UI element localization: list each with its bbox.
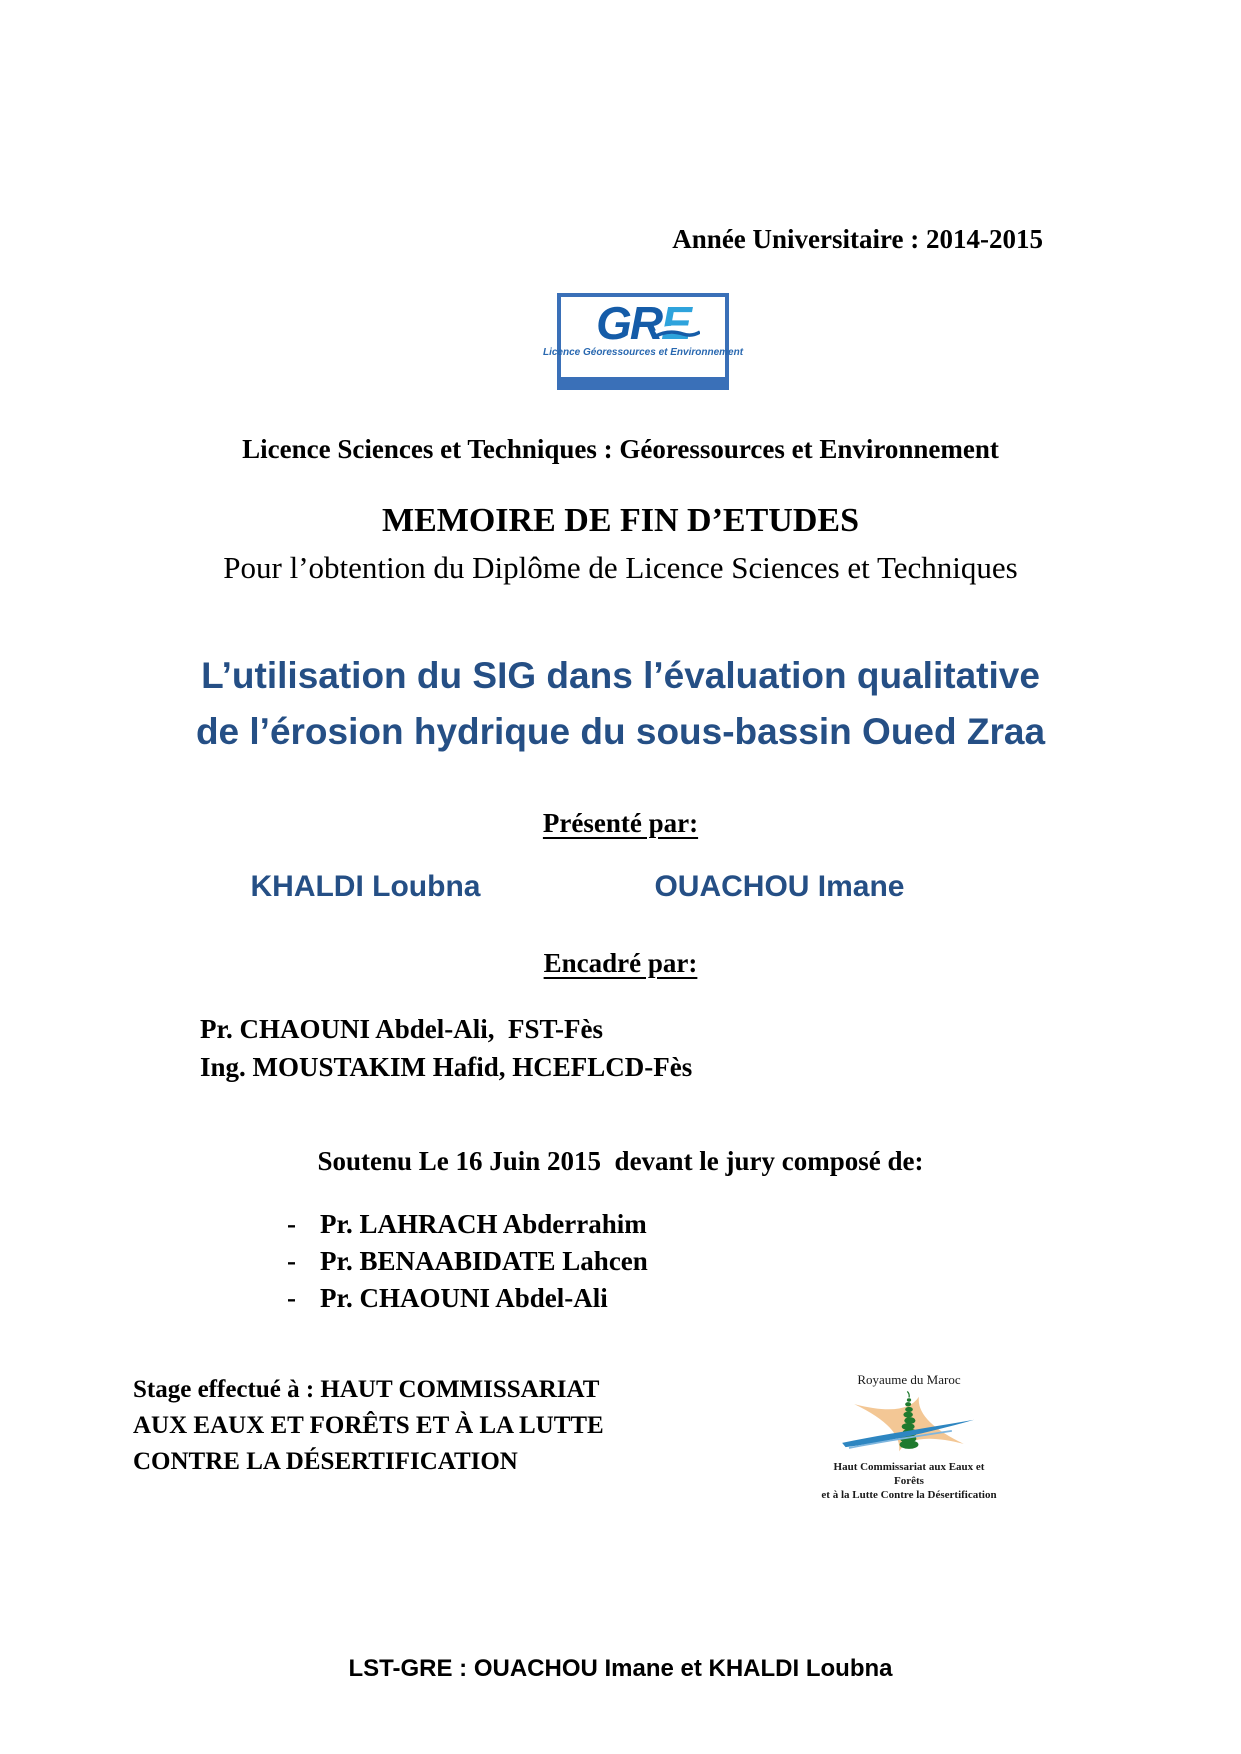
tree-river-star-emblem bbox=[834, 1388, 984, 1460]
internship-line3: CONTRE LA DÉSERTIFICATION bbox=[133, 1448, 518, 1475]
gre-logo-bottom-bar bbox=[561, 377, 725, 386]
jury-member-1: - Pr. LAHRACH Abderrahim bbox=[287, 1206, 648, 1243]
list-dash: - bbox=[287, 1283, 296, 1313]
supervised-by-label: Encadré par: bbox=[543, 948, 698, 978]
defense-line: Soutenu Le 16 Juin 2015 devant le jury composé de: bbox=[317, 1146, 924, 1176]
document-type: MEMOIRE DE FIN D’ETUDES bbox=[382, 502, 859, 539]
supervisors-list bbox=[200, 1010, 692, 1086]
gre-logo bbox=[542, 293, 744, 390]
program-line: Licence Sciences et Techniques : Géoressources et Environnement bbox=[242, 434, 999, 464]
academic-year: Année Universitaire : 2014-2015 bbox=[672, 224, 1043, 254]
jury-list bbox=[287, 1206, 648, 1317]
gre-logo-letters bbox=[596, 299, 690, 347]
thesis-title-line1: L’utilisation du SIG dans l’évaluation qualitative bbox=[201, 655, 1040, 696]
presented-by-label: Présenté par: bbox=[542, 808, 699, 838]
author-2: OUACHOU Imane bbox=[654, 870, 905, 903]
supervisor-1: Pr. CHAOUNI Abdel-Ali, FST-Fès bbox=[200, 1014, 604, 1044]
gre-logo-caption: Licence Géoressources et Environnement bbox=[542, 347, 744, 358]
hceflcd-name-line2: et à la Lutte Contre la Désertification bbox=[821, 1489, 997, 1501]
hceflcd-royaume-text: Royaume du Maroc bbox=[857, 1372, 961, 1387]
document-subtitle: Pour l’obtention du Diplôme de Licence Sciences et Techniques bbox=[223, 550, 1018, 585]
thesis-title-line2: de l’érosion hydrique du sous-bassin Oued Zraa bbox=[195, 711, 1046, 752]
authors-row bbox=[0, 870, 1198, 904]
thesis-title bbox=[0, 648, 1241, 760]
hceflcd-name-line1: Haut Commissariat aux Eaux et Forêts bbox=[833, 1461, 985, 1487]
list-dash: - bbox=[287, 1246, 296, 1276]
gre-logo-e: E bbox=[661, 297, 690, 349]
list-dash: - bbox=[287, 1209, 296, 1239]
gre-logo-gr: GR bbox=[596, 297, 662, 349]
jury-member-2: - Pr. BENAABIDATE Lahcen bbox=[287, 1243, 648, 1280]
supervisor-2: Ing. MOUSTAKIM Hafid, HCEFLCD-Fès bbox=[200, 1052, 693, 1082]
internship-line2: AUX EAUX ET FORÊTS ET À LA LUTTE bbox=[133, 1412, 604, 1439]
internship-block bbox=[133, 1372, 604, 1480]
jury-member-3: - Pr. CHAOUNI Abdel-Ali bbox=[287, 1280, 648, 1317]
hceflcd-logo bbox=[820, 1372, 998, 1502]
author-1: KHALDI Loubna bbox=[250, 870, 481, 903]
page-footer: LST-GRE : OUACHOU Imane et KHALDI Loubna bbox=[348, 1655, 893, 1682]
internship-line1: Stage effectué à : HAUT COMMISSARIAT bbox=[133, 1376, 600, 1403]
wave-swoosh-icon bbox=[654, 323, 700, 343]
